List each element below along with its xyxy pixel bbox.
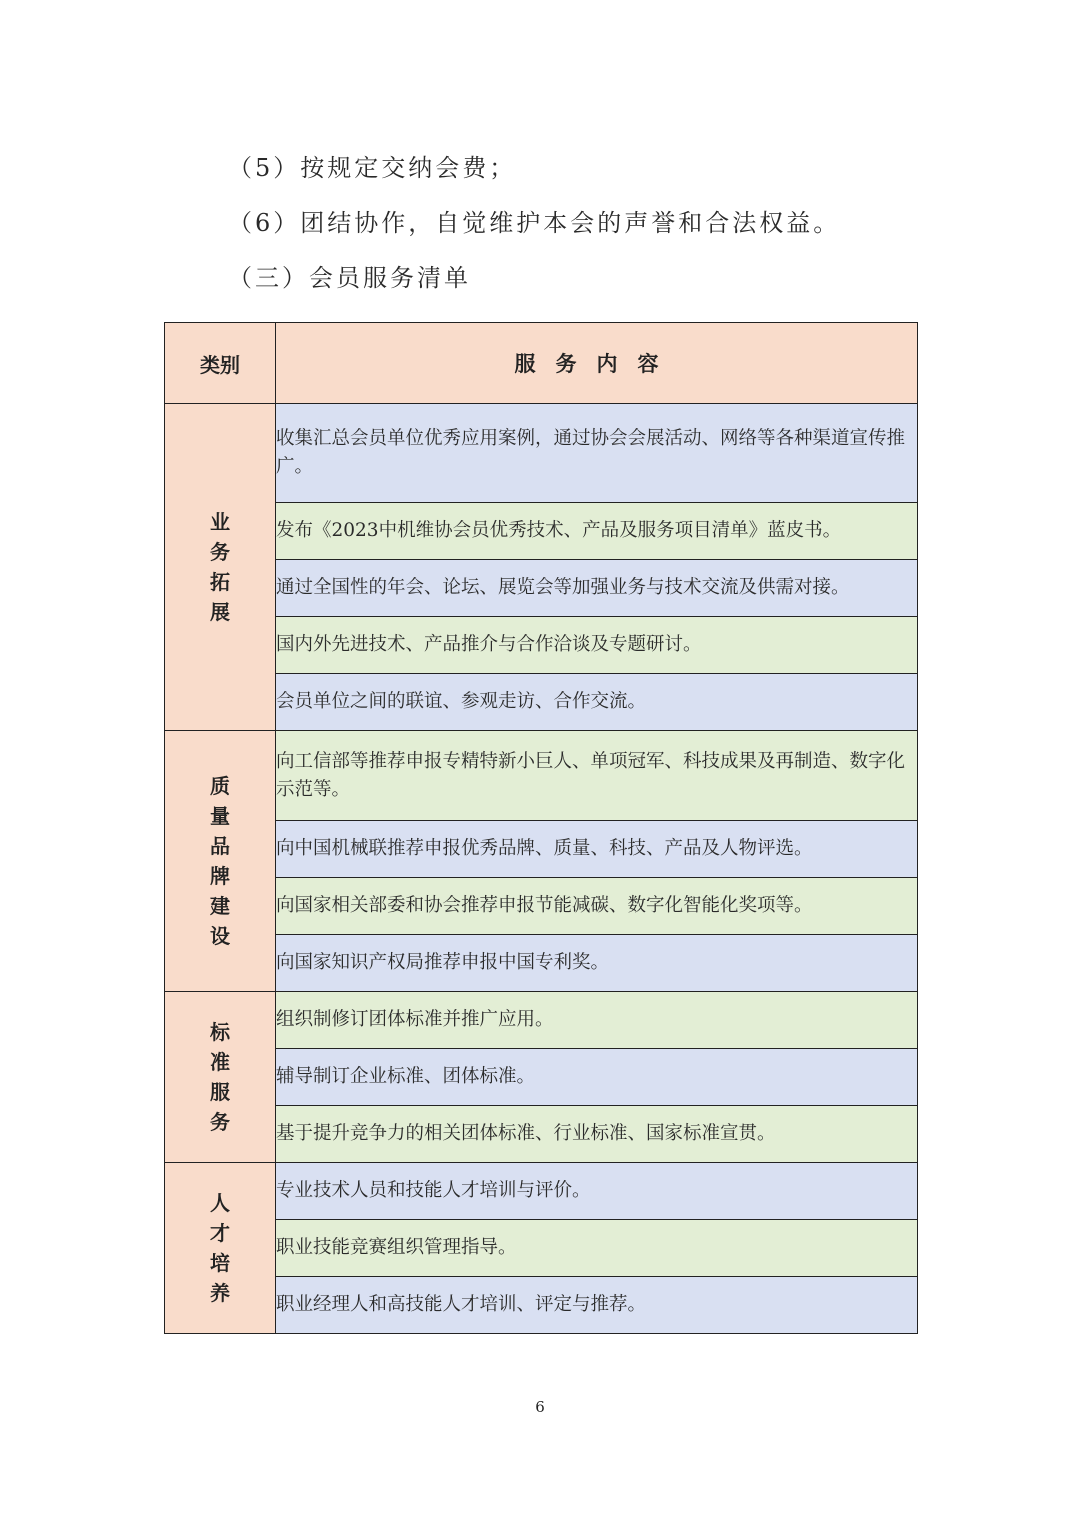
table-row — [165, 935, 918, 992]
table-row — [165, 1049, 918, 1106]
table-header-row — [165, 323, 918, 404]
service-item: 通过全国性的年会、论坛、展览会等加强业务与技术交流及供需对接。 — [276, 560, 918, 617]
service-item: 向工信部等推荐申报专精特新小巨人、单项冠军、科技成果及再制造、数字化示范等。 — [276, 731, 918, 821]
page-number: 6 — [535, 1398, 545, 1416]
service-item: 专业技术人员和技能人才培训与评价。 — [276, 1163, 918, 1220]
member-service-table — [164, 322, 918, 1334]
table-row — [165, 404, 918, 503]
service-item: 辅导制订企业标准、团体标准。 — [276, 1049, 918, 1106]
category-cell — [165, 731, 276, 992]
category-label: 标准服务 — [210, 1020, 230, 1134]
service-item: 向国家知识产权局推荐申报中国专利奖。 — [276, 935, 918, 992]
table-row — [165, 731, 918, 821]
category-cell — [165, 1163, 276, 1334]
category-cell — [165, 992, 276, 1163]
service-item: 会员单位之间的联谊、参观走访、合作交流。 — [276, 674, 918, 731]
service-item: 职业经理人和高技能人才培训、评定与推荐。 — [276, 1277, 918, 1334]
service-item: 向中国机械联推荐申报优秀品牌、质量、科技、产品及人物评选。 — [276, 821, 918, 878]
service-item: 收集汇总会员单位优秀应用案例，通过协会会展活动、网络等各种渠道宣传推广。 — [276, 404, 918, 503]
service-item: 基于提升竞争力的相关团体标准、行业标准、国家标准宣贯。 — [276, 1106, 918, 1163]
category-label: 人才培养 — [210, 1191, 230, 1305]
category-cell — [165, 404, 276, 731]
section-heading-service-list: （三）会员服务清单 — [228, 264, 471, 292]
table-row — [165, 674, 918, 731]
category-label: 业务拓展 — [210, 510, 230, 624]
table-row — [165, 1220, 918, 1277]
table-row — [165, 1277, 918, 1334]
table-row — [165, 617, 918, 674]
header-content: 服务内容 — [276, 323, 918, 404]
service-item: 组织制修订团体标准并推广应用。 — [276, 992, 918, 1049]
table-row — [165, 1106, 918, 1163]
table-row — [165, 992, 918, 1049]
table-row — [165, 560, 918, 617]
table-row — [165, 1163, 918, 1220]
category-label: 质量品牌建设 — [210, 774, 230, 948]
service-item: 向国家相关部委和协会推荐申报节能减碳、数字化智能化奖项等。 — [276, 878, 918, 935]
service-item: 职业技能竞赛组织管理指导。 — [276, 1220, 918, 1277]
service-item: 国内外先进技术、产品推介与合作洽谈及专题研讨。 — [276, 617, 918, 674]
table-row — [165, 878, 918, 935]
table-row — [165, 503, 918, 560]
header-category: 类别 — [165, 323, 276, 404]
paragraph-pay-fees: （5）按规定交纳会费； — [228, 154, 517, 182]
paragraph-unity: （6）团结协作，自觉维护本会的声誉和合法权益。 — [228, 209, 841, 237]
service-item: 发布《2023中机维协会员优秀技术、产品及服务项目清单》蓝皮书。 — [276, 503, 918, 560]
table-row — [165, 821, 918, 878]
